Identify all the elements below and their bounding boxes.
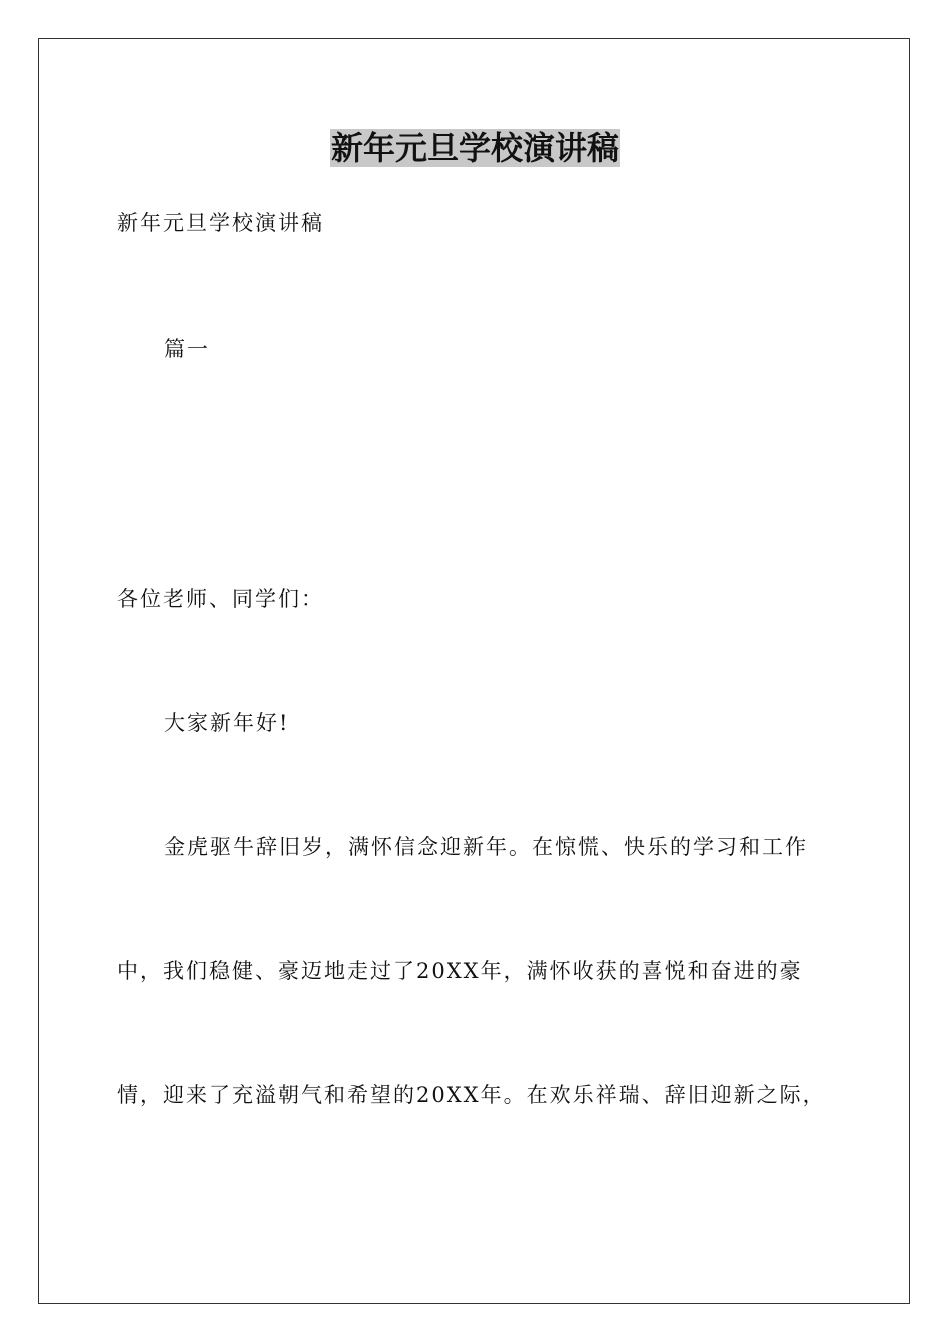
body-line: 情，迎来了充溢朝气和希望的20XX年。在欢乐祥瑞、辞旧迎新之际，: [117, 1083, 826, 1107]
body-line: 金虎驱牛辞旧岁，满怀信念迎新年。在惊慌、快乐的学习和工作: [164, 835, 808, 859]
greeting-line: 各位老师、同学们：: [117, 587, 324, 611]
body-line: 中，我们稳健、豪迈地走过了20XX年，满怀收获的喜悦和奋进的豪: [117, 959, 803, 983]
document-title: [0, 128, 950, 168]
subtitle-line: 新年元旦学校演讲稿: [117, 211, 324, 235]
title-highlight: 新年元旦学校演讲稿: [330, 129, 619, 167]
salutation-line: 大家新年好!: [164, 711, 290, 735]
section-heading: 篇一: [164, 337, 210, 361]
